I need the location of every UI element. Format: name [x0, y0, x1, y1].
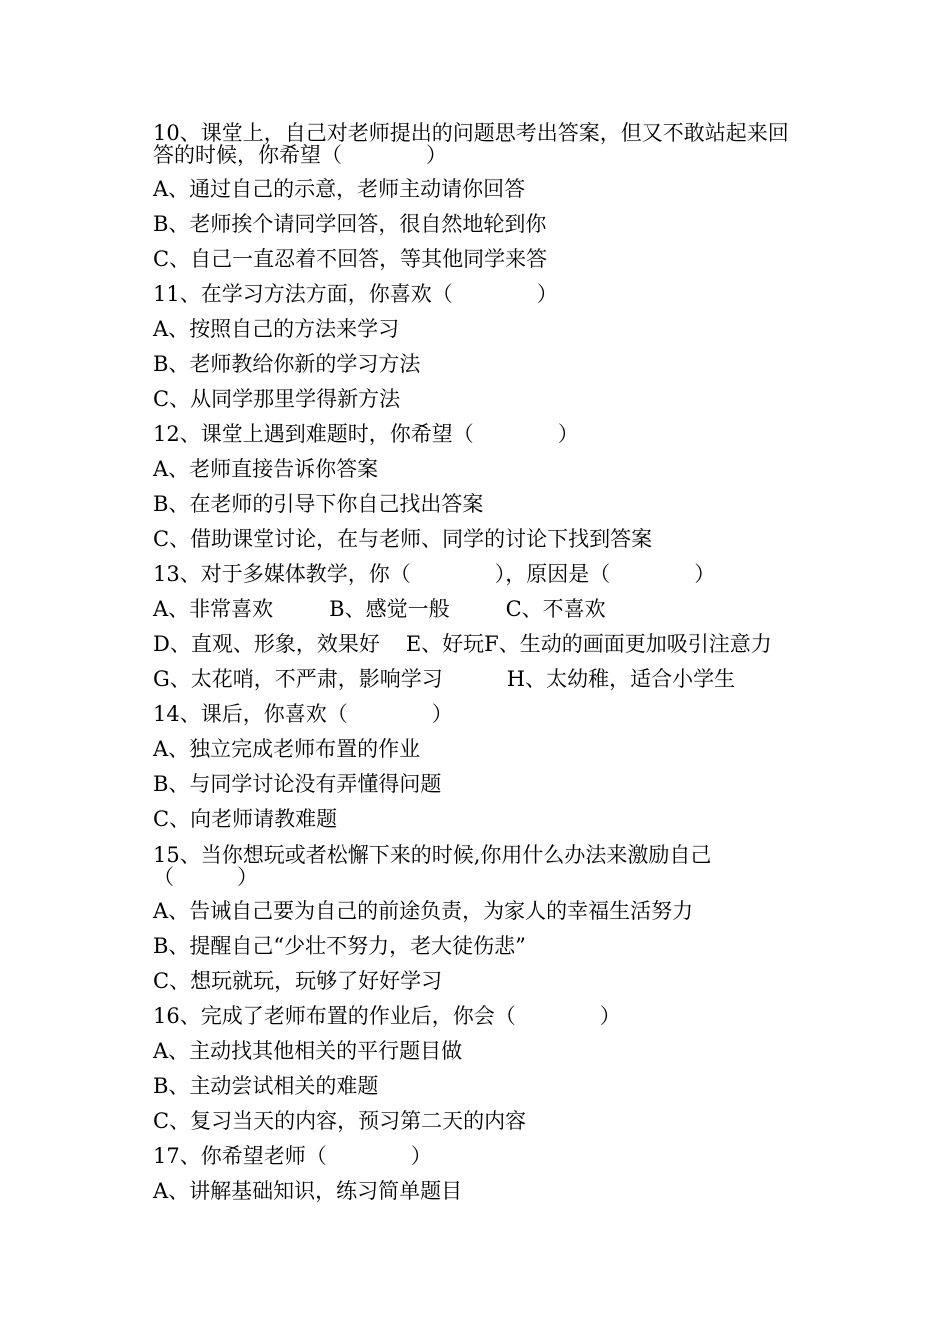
- option: B、在老师的引导下你自己找出答案: [153, 492, 484, 516]
- option: C、自己一直忍着不回答，等其他同学来答: [153, 247, 548, 271]
- option: H、太幼稚，适合小学生: [506, 667, 736, 691]
- option-row: [153, 634, 803, 669]
- option: A、老师直接告诉你答案: [153, 457, 379, 481]
- option: B、与同学讨论没有弄懂得问题: [153, 772, 442, 796]
- option-row: [153, 669, 803, 704]
- option: E、好玩F、生动的画面更加吸引注意力: [405, 632, 772, 656]
- question-11: 11、在学习方法方面，你喜欢（ ）: [153, 282, 558, 306]
- question-13: 13、对于多媒体教学，你（ ），原因是（ ）: [153, 562, 716, 586]
- questionnaire-body: [153, 122, 803, 1216]
- option: C、不喜欢: [505, 597, 606, 621]
- option: G、太花哨，不严肃，影响学习: [153, 667, 443, 691]
- option: B、感觉一般: [329, 597, 450, 621]
- option: A、独立完成老师布置的作业: [153, 737, 421, 761]
- option: B、主动尝试相关的难题: [153, 1074, 379, 1098]
- question-15: 15、当你想玩或者松懈下来的时候,你用什么办法来激励自己（ ）: [153, 843, 712, 889]
- option: B、老师教给你新的学习方法: [153, 352, 421, 376]
- option: A、非常喜欢: [153, 597, 274, 621]
- option: C、想玩就玩，玩够了好好学习: [153, 969, 443, 993]
- question-14: 14、课后，你喜欢（ ）: [153, 702, 453, 726]
- question-17: 17、你希望老师（ ）: [153, 1144, 432, 1168]
- option: C、借助课堂讨论，在与老师、同学的讨论下找到答案: [153, 527, 653, 551]
- question-10: 10、课堂上，自己对老师提出的问题思考出答案，但又不敢站起来回答的时候，你希望（ ）: [153, 121, 789, 167]
- option: C、复习当天的内容，预习第二天的内容: [153, 1109, 527, 1133]
- option: A、告诫自己要为自己的前途负责，为家人的幸福生活努力: [153, 899, 694, 923]
- option: C、从同学那里学得新方法: [153, 387, 401, 411]
- option: A、讲解基础知识，练习简单题目: [153, 1179, 463, 1203]
- option: A、主动找其他相关的平行题目做: [153, 1039, 463, 1063]
- option: B、提醒自己“少壮不努力，老大徒伤悲”: [153, 934, 526, 958]
- option: B、老师挨个请同学回答，很自然地轮到你: [153, 212, 547, 236]
- option-row: [153, 599, 803, 634]
- option: D、直观、形象，效果好: [153, 632, 380, 656]
- question-16: 16、完成了老师布置的作业后，你会（ ）: [153, 1004, 621, 1028]
- option: A、通过自己的示意，老师主动请你回答: [153, 177, 526, 201]
- question-12: 12、课堂上遇到难题时，你希望（ ）: [153, 422, 579, 446]
- option: A、按照自己的方法来学习: [153, 317, 400, 341]
- option: C、向老师请教难题: [153, 807, 338, 831]
